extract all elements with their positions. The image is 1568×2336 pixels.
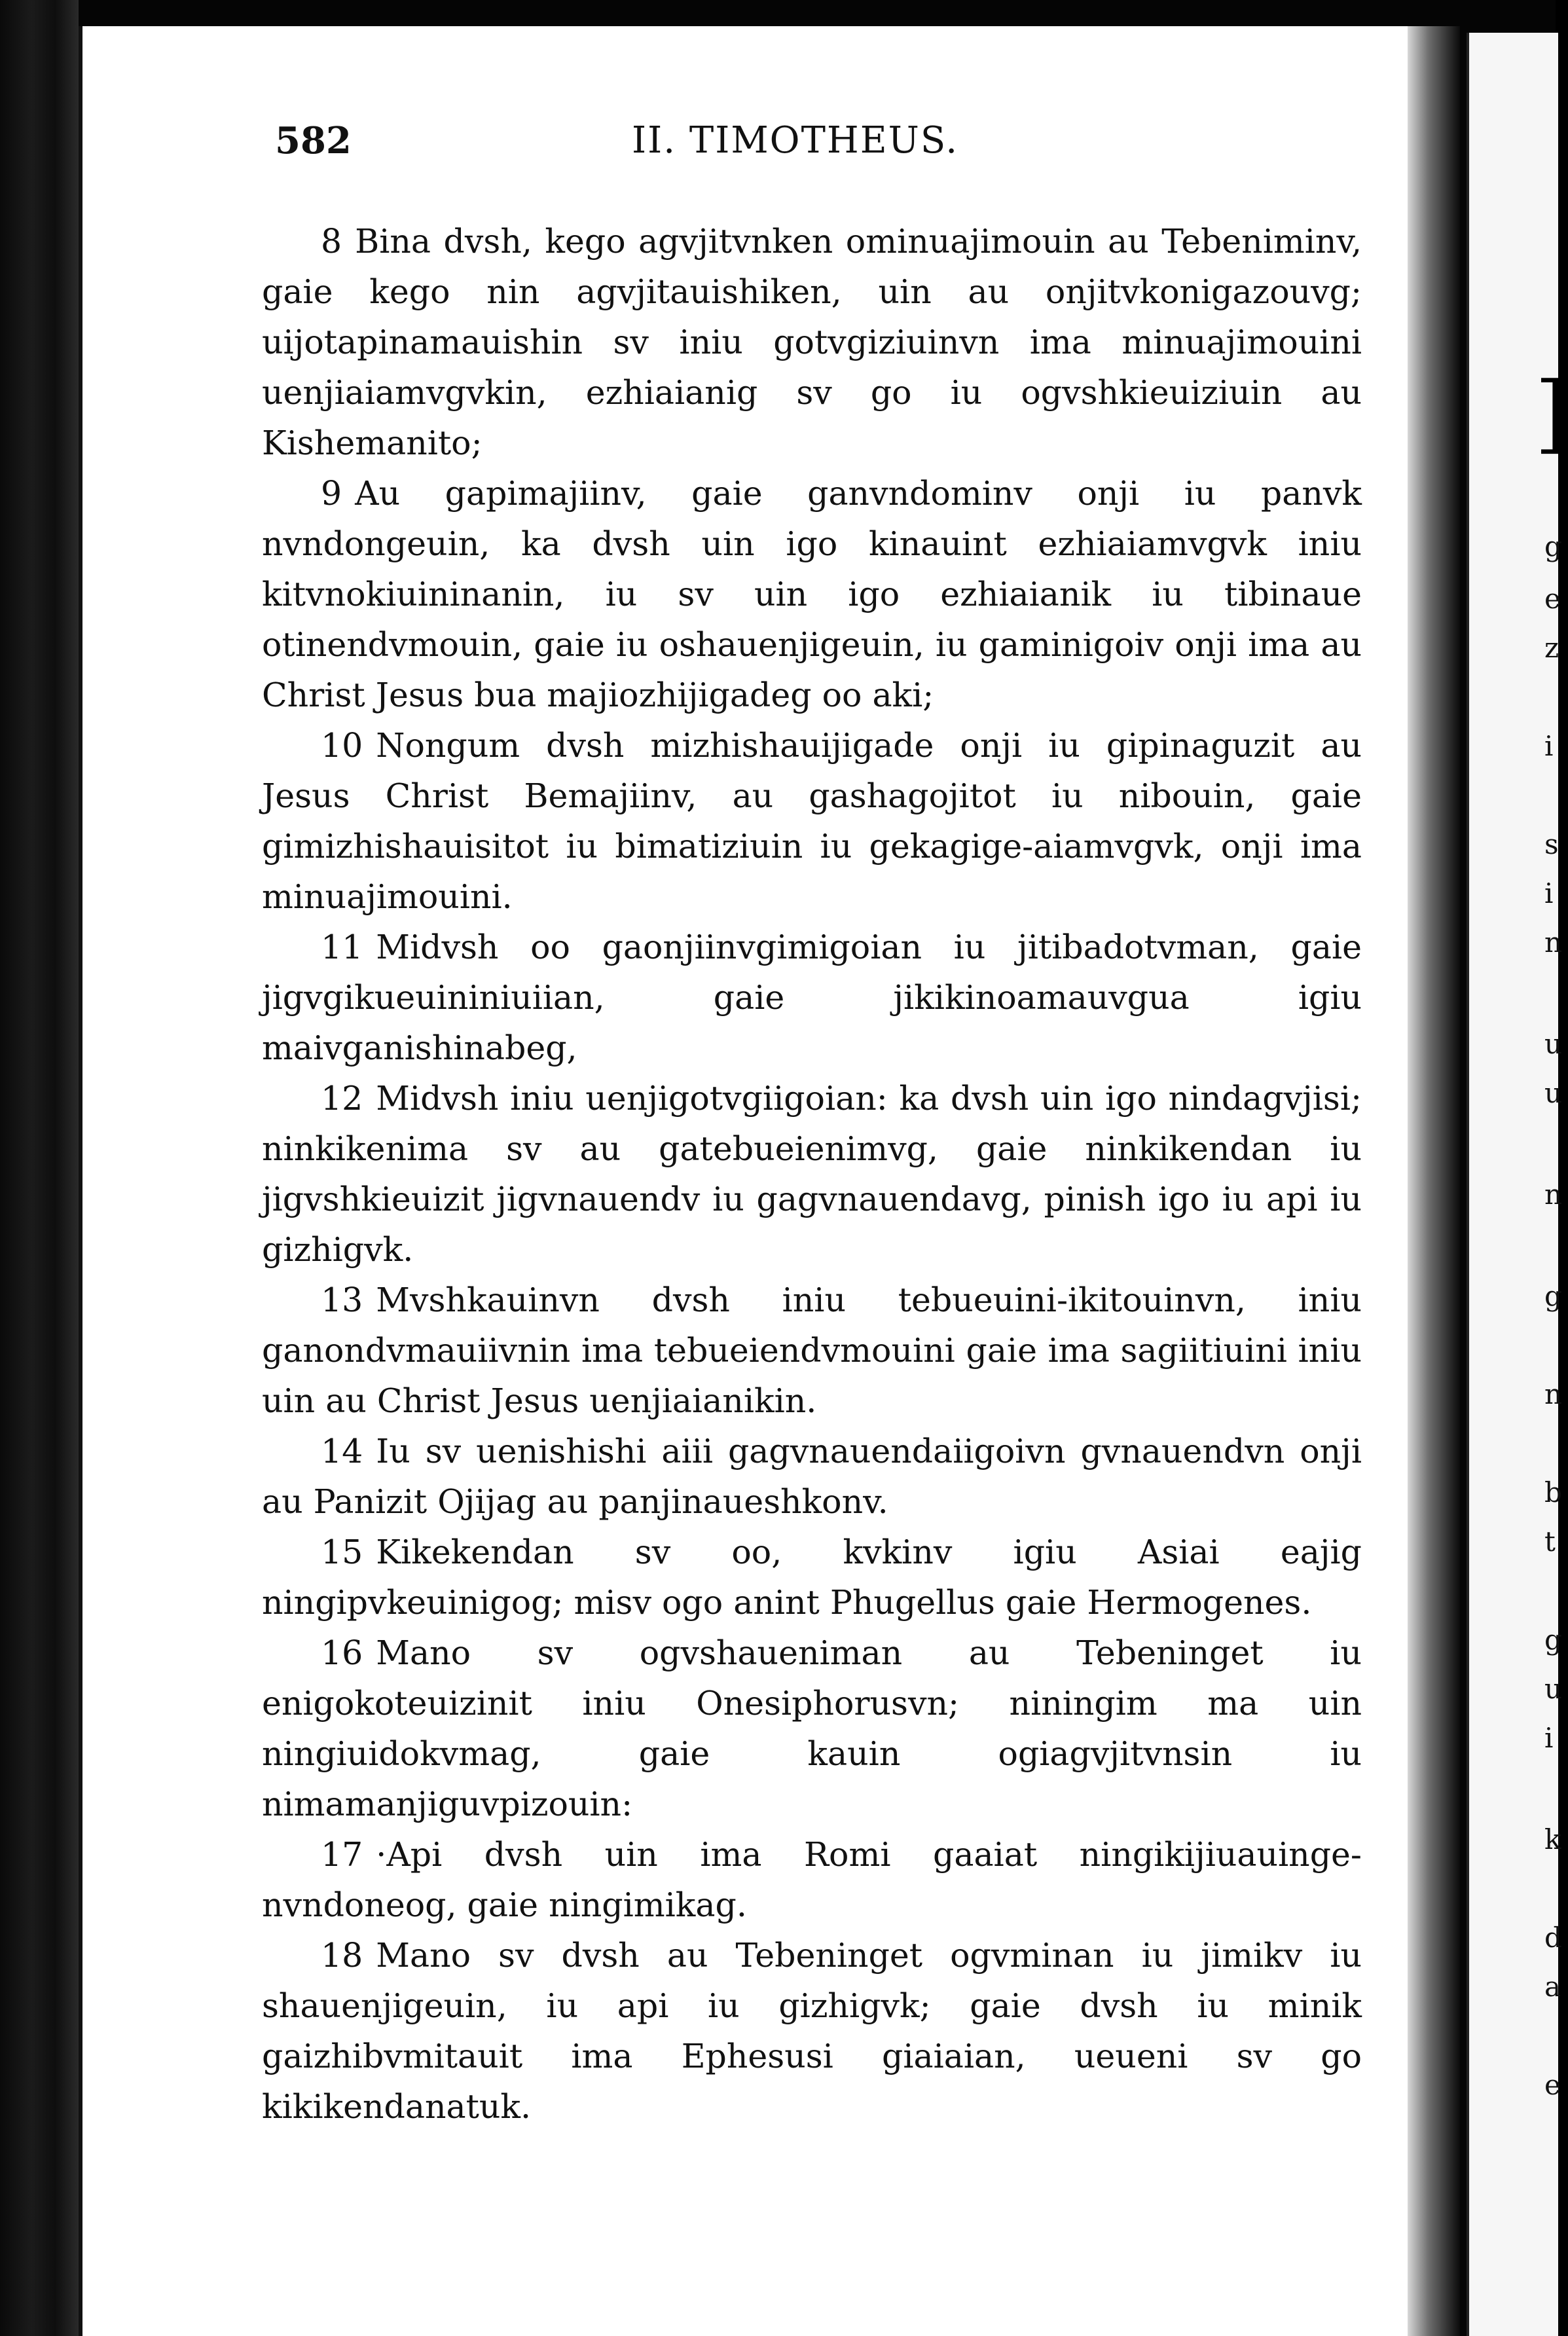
- facing-page-fragment: s: [1544, 828, 1559, 860]
- verse-text: Midvsh oo gaonjiinvgimigoian iu jitibadotvman, gaie jigvgikueuininiuiian, gaie jikikinoamauvgua igiu maivganishinabeg,: [262, 928, 1362, 1067]
- facing-page-fragment: i: [1544, 877, 1554, 909]
- verse-12: [262, 1073, 1362, 1275]
- verse-13: [262, 1275, 1362, 1426]
- verse-10: [262, 720, 1362, 922]
- page-number: 582: [275, 119, 352, 162]
- facing-page-fragment: u: [1544, 1673, 1563, 1705]
- facing-page-fragment: u: [1544, 1077, 1563, 1109]
- facing-page-fragment: z: [1544, 632, 1559, 664]
- facing-page-fragment: e: [1544, 583, 1561, 615]
- verse-15: [262, 1527, 1362, 1628]
- facing-page-fragment: n: [1544, 1178, 1563, 1211]
- verse-text: Nongum dvsh mizhishauijigade onji iu gipinaguzit au Jesus Christ Bemajiinv, au gashagojitot iu nibouin, gaie gimizhishauisitot iu bimatiziuin iu gekagige-aiamvgvk, onji ima minuajimouini.: [262, 726, 1362, 916]
- verse-number: 13: [321, 1281, 363, 1319]
- facing-page-fragment: a: [1544, 1971, 1561, 2003]
- verse-number: 18: [321, 1936, 363, 1975]
- facing-page-fragment: e: [1544, 2069, 1561, 2101]
- facing-page-fragment: t: [1544, 1525, 1556, 1558]
- verse-text: Midvsh iniu uenjigotvgiigoian: ka dvsh uin igo nindagvjisi; ninkikenima sv au gatebueienimvg, gaie ninkikendan iu jigvshkieuizit jigvnauendv iu gagvnauendavg, pinish igo iu api iu gizhigvk.: [262, 1079, 1362, 1269]
- facing-page-fragment: g: [1544, 1624, 1562, 1656]
- verse-text: Bina dvsh, kego agvjitvnken ominuajimouin au Tebeniminv, gaie kego nin agvjitauishiken, uin au onjitvkonigazouvg; uijotapinamauishin sv iniu gotvgiziuinvn ima minuajimouini uenjiaiamvgvkin, ezhiaianig sv go iu ogvshkieuiziuin au Kishemanito;: [262, 222, 1362, 462]
- book-binding-edge: [0, 0, 79, 2336]
- verse-text: Mvshkauinvn dvsh iniu tebueuini-ikitouinvn, iniu ganondvmauiivnin ima tebueiendvmouini gaie ima sagiitiuini iniu uin au Christ Jesus uenjiaianikin.: [262, 1281, 1362, 1420]
- verse-text: Iu sv uenishishi aiii gagvnauendaiigoivn gvnauendvn onji au Panizit Ojijag au panjinaueshkonv.: [262, 1432, 1362, 1521]
- verse-number: 14: [321, 1432, 363, 1470]
- verse-17: [262, 1829, 1362, 1930]
- verse-text: Mano sv ogvshaueniman au Tebeninget iu enigokoteuizinit iniu Onesiphorusvn; niningim ma uin ningiuidokvmag, gaie kauin ogiagvjitvnsin iu nimamanjiguvpizouin:: [262, 1633, 1362, 1823]
- facing-page-fragment: i: [1544, 730, 1554, 762]
- verse-number: 9: [321, 474, 342, 513]
- verse-number: 15: [321, 1533, 363, 1571]
- verse-16: [262, 1628, 1362, 1829]
- page-gutter-shadow: [1408, 26, 1460, 2336]
- facing-page-fragment: g: [1544, 530, 1562, 562]
- verse-number: 10: [321, 726, 363, 765]
- verse-number: 12: [321, 1079, 363, 1118]
- facing-page-fragment: n: [1544, 926, 1563, 958]
- verse-number: 16: [321, 1633, 363, 1672]
- verse-text: Au gapimajiinv, gaie ganvndominv onji iu panvk nvndongeuin, ka dvsh uin igo kinauint ezhiaiamvgvk iniu kitvnokiuininanin, iu sv uin igo ezhiaianik iu tibinaue otinendvmouin, gaie iu oshauenjigeuin, iu gaminigoiv onji ima au Christ Jesus bua majiozhijigadeg oo aki;: [262, 474, 1362, 714]
- verse-number: 8: [321, 222, 342, 261]
- facing-page-fragment: b: [1544, 1476, 1562, 1508]
- facing-page-bracket: ]: [1535, 363, 1568, 463]
- page-body-text: [262, 216, 1362, 2132]
- facing-page-fragment: k: [1544, 1823, 1561, 1855]
- verse-14: [262, 1426, 1362, 1527]
- facing-page-edge: [1467, 33, 1568, 2336]
- facing-page-fragment: i: [1544, 1722, 1554, 1754]
- facing-page-fragment: d: [1544, 1922, 1562, 1954]
- verse-9: [262, 468, 1362, 720]
- verse-text: Mano sv dvsh au Tebeninget ogvminan iu jimikv iu shauenjigeuin, iu api iu gizhigvk; gaie dvsh iu minik gaizhibvmitauit ima Ephesusi giaiaian, ueueni sv go kikikendanatuk.: [262, 1936, 1362, 2126]
- running-head-title: II. TIMOTHEUS.: [632, 119, 958, 162]
- facing-page-fragment: u: [1544, 1028, 1563, 1060]
- verse-number: 17: [321, 1835, 363, 1874]
- verse-8: [262, 216, 1362, 468]
- verse-18: [262, 1930, 1362, 2132]
- facing-page-fragment: n: [1544, 1378, 1563, 1410]
- page-header: [275, 119, 1401, 165]
- verse-text: ·Api dvsh uin ima Romi gaaiat ningikijiuauinge-nvndoneog, gaie ningimikag.: [262, 1835, 1362, 1924]
- verse-text: Kikekendan sv oo, kvkinv igiu Asiai eajig ningipvkeuinigog; misv ogo anint Phugellus gaie Hermogenes.: [262, 1533, 1362, 1622]
- verse-11: [262, 922, 1362, 1073]
- facing-page-fragment: g: [1544, 1280, 1562, 1312]
- verse-number: 11: [321, 928, 363, 966]
